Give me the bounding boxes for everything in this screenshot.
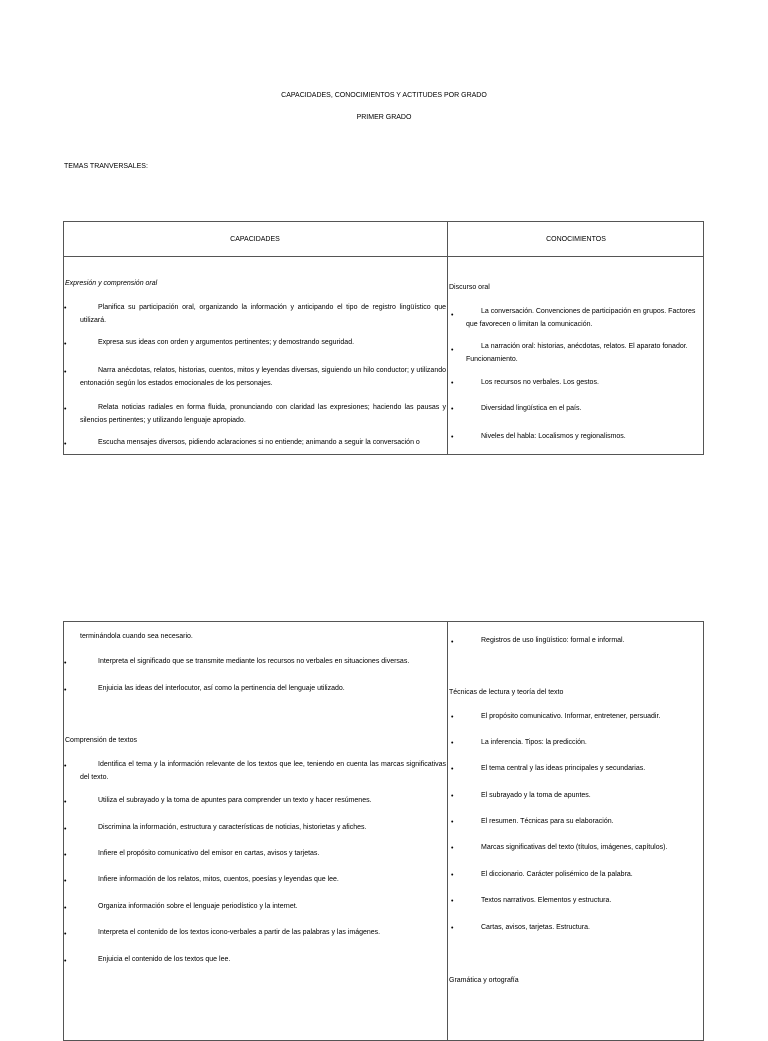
bullet-icon: •	[451, 819, 454, 826]
bullet-icon: •	[64, 799, 67, 806]
bullet-icon: •	[64, 441, 67, 448]
section-heading: Gramática y ortografía	[449, 977, 519, 984]
grade-label: PRIMER GRADO	[356, 114, 412, 121]
bullet-icon: •	[451, 312, 454, 319]
list-item: Textos narrativos. Elementos y estructura.	[481, 897, 612, 904]
list-item: Relata noticias radiales en forma fluida, pronunciando con claridad las expresiones; haciendo las pausas y silencios pertinentes; y utilizando lenguaje apropiado.	[80, 404, 446, 424]
list-item: La inferencia. Tipos: la predicción.	[481, 739, 587, 746]
bullet-icon: •	[64, 826, 67, 833]
continued-text: terminándola cuando sea necesario.	[80, 633, 193, 640]
list-item: Cartas, avisos, tarjetas. Estructura.	[481, 924, 590, 931]
col-header-conocimientos: CONOCIMIENTOS	[546, 236, 606, 243]
list-item: Narra anécdotas, relatos, historias, cuentos, mitos y leyendas diversas, siguiendo un hilo conductor; y utilizando entonación según los estados emocionales de los personajes.	[80, 367, 446, 387]
page-title: CAPACIDADES, CONOCIMIENTOS Y ACTITUDES POR GRADO	[281, 92, 487, 99]
bullet-icon: •	[451, 793, 454, 800]
list-item: El tema central y las ideas principales y secundarias.	[481, 765, 646, 772]
col-header-capacidades: CAPACIDADES	[230, 236, 280, 243]
bullet-icon: •	[64, 687, 67, 694]
list-item: El diccionario. Carácter polisémico de la palabra.	[481, 871, 633, 878]
bullet-icon: •	[451, 872, 454, 879]
section-heading: Discurso oral	[449, 284, 490, 291]
list-item: Interpreta el contenido de los textos icono-verbales a partir de las palabras y las imágenes.	[98, 929, 381, 936]
list-item: Niveles del habla: Localismos y regionalismos.	[481, 433, 626, 440]
bullet-icon: •	[64, 905, 67, 912]
bullet-icon: •	[451, 925, 454, 932]
list-item: Diversidad lingüística en el país.	[481, 405, 582, 412]
list-item: Enjuicia las ideas del interlocutor, así como la pertinencia del lenguaje utilizado.	[98, 685, 345, 692]
bullet-icon: •	[64, 406, 67, 413]
list-item: Discrimina la información, estructura y características de noticias, historietas y afiches.	[98, 824, 367, 831]
bullet-icon: •	[451, 740, 454, 747]
bullet-icon: •	[451, 766, 454, 773]
bullet-icon: •	[64, 878, 67, 885]
section-heading: Expresión y comprensión oral	[65, 280, 158, 287]
bullet-icon: •	[451, 898, 454, 905]
list-item: Registros de uso lingüístico: formal e informal.	[481, 637, 625, 644]
list-item: El propósito comunicativo. Informar, entretener, persuadir.	[481, 713, 661, 720]
list-item: Expresa sus ideas con orden y argumentos pertinentes; y demostrando seguridad.	[98, 339, 355, 346]
list-item: Identifica el tema y la información relevante de los textos que lee, teniendo en cuenta las marcas significativas del texto.	[80, 761, 446, 781]
bullet-icon: •	[64, 852, 67, 859]
list-item: Infiere el propósito comunicativo del emisor en cartas, avisos y tarjetas.	[98, 850, 320, 857]
bullet-icon: •	[451, 639, 454, 646]
list-item: La conversación. Convenciones de participación en grupos. Factores que favorecen o limitan la comunicación.	[466, 308, 696, 328]
bullet-icon: •	[64, 305, 67, 312]
bullet-icon: •	[64, 341, 67, 348]
list-item: Enjuicia el contenido de los textos que lee.	[98, 956, 231, 963]
column-divider	[447, 621, 448, 1041]
themes-label: TEMAS TRANVERSALES:	[64, 163, 148, 170]
bullet-icon: •	[451, 347, 454, 354]
list-item: El resumen. Técnicas para su elaboración.	[481, 818, 614, 825]
bullet-icon: •	[64, 660, 67, 667]
bullet-icon: •	[451, 434, 454, 441]
bullet-icon: •	[451, 714, 454, 721]
list-item: Planifica su participación oral, organizando la información y anticipando el tipo de registro lingüístico que utilizará.	[80, 304, 446, 324]
header-divider	[63, 256, 704, 257]
list-item: La narración oral: historias, anécdotas, relatos. El aparato fonador. Funcionamiento.	[466, 343, 688, 363]
list-item: Escucha mensajes diversos, pidiendo aclaraciones si no entiende; animando a seguir la conversación o	[98, 439, 420, 446]
section-heading: Comprensión de textos	[65, 737, 137, 744]
bullet-icon: •	[451, 380, 454, 387]
bullet-icon: •	[64, 958, 67, 965]
list-item: Interpreta el significado que se transmite mediante los recursos no verbales en situaciones diversas.	[98, 658, 410, 665]
bullet-icon: •	[64, 931, 67, 938]
list-item: Utiliza el subrayado y la toma de apuntes para comprender un texto y hacer resúmenes.	[98, 797, 372, 804]
list-item: Infiere información de los relatos, mitos, cuentos, poesías y leyendas que lee.	[98, 876, 339, 883]
bullet-icon: •	[64, 763, 67, 770]
section-heading: Técnicas de lectura y teoría del texto	[449, 689, 564, 696]
list-item: El subrayado y la toma de apuntes.	[481, 792, 591, 799]
bullet-icon: •	[451, 406, 454, 413]
list-item: Organiza información sobre el lenguaje periodístico y la internet.	[98, 903, 298, 910]
bullet-icon: •	[64, 369, 67, 376]
list-item: Marcas significativas del texto (títulos, imágenes, capítulos).	[481, 844, 668, 851]
bullet-icon: •	[451, 845, 454, 852]
list-item: Los recursos no verbales. Los gestos.	[481, 379, 599, 386]
